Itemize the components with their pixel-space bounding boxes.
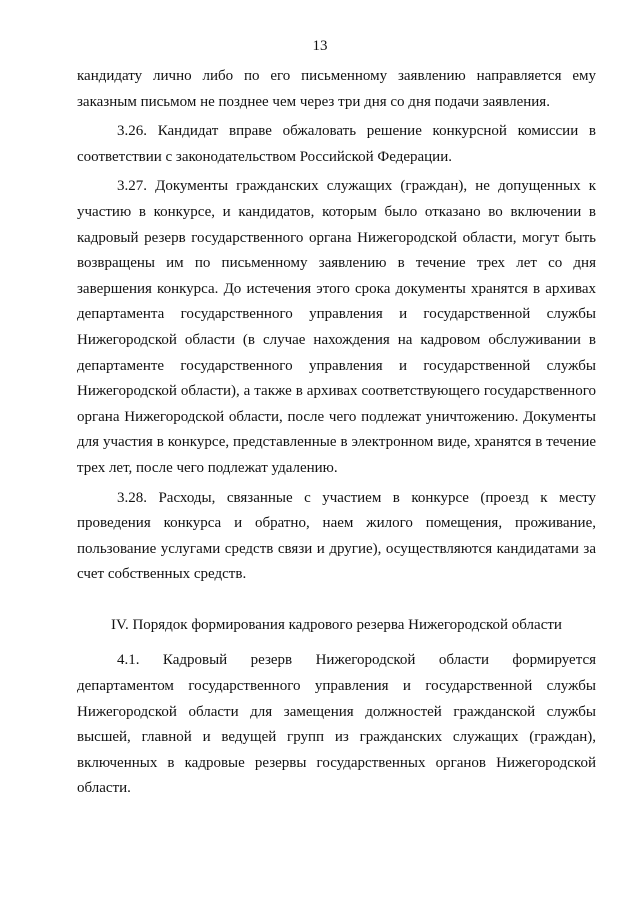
page-number: 13 [312,38,328,54]
paragraph-3-26: 3.26. Кандидат вправе обжаловать решение конкурсной комиссии в соответствии с законодательством Российской Федерации. [77,123,596,165]
section-heading: IV. Порядок формирования кадрового резерва Нижегородской области [111,616,562,633]
document-body [77,64,596,806]
paragraph-3-27: 3.27. Документы гражданских служащих (граждан), не допущенных к участию в конкурсе, и кандидатов, которым было отказано во включении в кадровый резерв государственного органа Нижегородской области, могут быть возвращены им по письменному заявлению в течение трех лет со дня завершения конкурса. До истечения этого срока документы хранятся в архивах департамента государственного управления и государственной службы Нижегородской области (в случае нахождения на кадровом обслуживании в департаменте государственного управления и государственной службы Нижегородской области), а также в архивах соответствующего государственного органа Нижегородской области, после чего подлежат уничтожению. Документы для участия в конкурсе, представленные в электронном виде, хранятся в течение трех лет, после чего подлежат удалению. [77,178,596,476]
paragraph-4-1: 4.1. Кадровый резерв Нижегородской области формируется департаментом государственного управления и государственной службы Нижегородской области для замещения должностей гражданской службы высшей, главной и ведущей групп из гражданских служащих (граждан), включенных в кадровые резервы государственных органов Нижегородской области. [77,652,596,797]
paragraph-3-28: 3.28. Расходы, связанные с участием в конкурсе (проезд к месту проведения конкурса и обратно, наем жилого помещения, проживание, пользование услугами средств связи и другие), осуществляются кандидатами за счет собственных средств. [77,489,596,583]
paragraph-continuation: кандидату лично либо по его письменному заявлению направляется ему заказным письмом не позднее чем через три дня со дня подачи заявления. [77,68,596,110]
